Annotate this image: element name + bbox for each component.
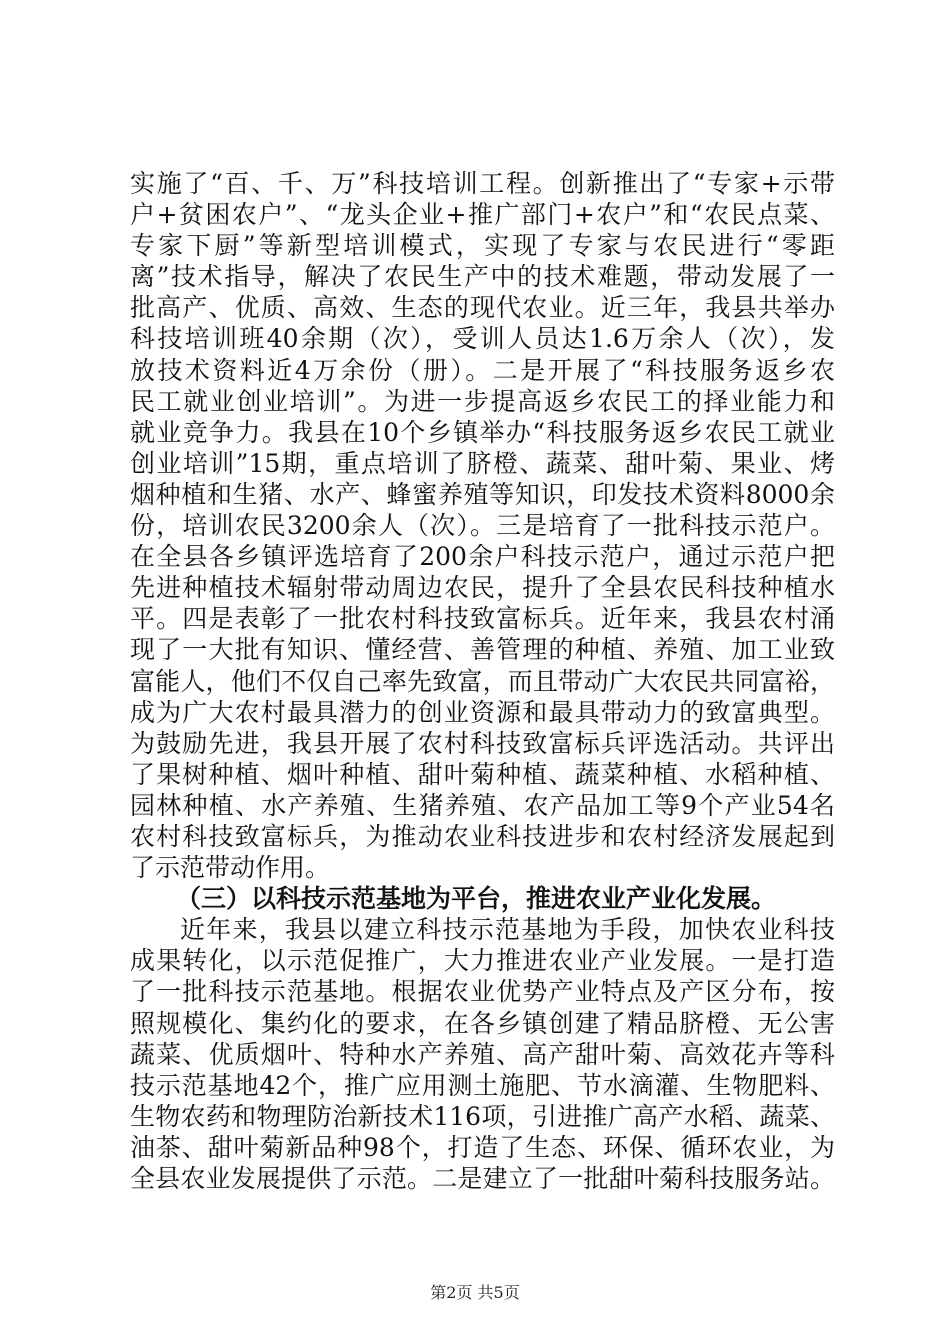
paragraph-line: 份，培训农民3200余人（次）。三是培育了一批科技示范户。 [130,511,835,541]
paragraph-line: 现了一大批有知识、懂经营、善管理的种植、养殖、加工业致 [130,635,835,665]
paragraph-line: 科技培训班40余期（次），受训人员达1.6万余人（次），发 [130,324,835,354]
paragraph-line: 民工就业创业培训”。为进一步提高返乡农民工的择业能力和 [130,386,835,416]
paragraph-line: 园林种植、水产养殖、生猪养殖、农产品加工等9个产业54名 [130,790,835,820]
paragraph-line: 就业竞争力。我县在10个乡镇举办“科技服务返乡农民工就业 [130,417,835,447]
paragraph-line: 了一批科技示范基地。根据农业优势产业特点及产区分布，按 [130,977,835,1007]
paragraph-line: 批高产、优质、高效、生态的现代农业。近三年，我县共举办 [130,293,835,323]
paragraph-line: 成果转化，以示范促推广，大力推进农业产业发展。一是打造 [130,946,835,976]
paragraph-line: 平。四是表彰了一批农村科技致富标兵。近年来，我县农村涌 [130,604,835,634]
paragraph-line: 专家下厨”等新型培训模式，实现了专家与农民进行“零距 [130,231,835,261]
section-heading: （三）以科技示范基地为平台，推进农业产业化发展。 [176,884,777,914]
paragraph-line: 为鼓励先进，我县开展了农村科技致富标兵评选活动。共评出 [130,728,835,758]
paragraph-line: 富能人，他们不仅自己率先致富，而且带动广大农民共同富裕， [130,666,835,696]
paragraph-line: 技示范基地42个，推广应用测土施肥、节水滴灌、生物肥料、 [130,1070,835,1100]
paragraph-line: 先进种植技术辐射带动周边农民，提升了全县农民科技种植水 [130,573,835,603]
paragraph-line: 生物农药和物理防治新技术116项，引进推广高产水稻、蔬菜、 [130,1101,835,1131]
page-number-footer: 第2页 共5页 [430,1283,520,1302]
paragraph-line: 离”技术指导，解决了农民生产中的技术难题，带动发展了一 [130,262,835,292]
paragraph-line: 成为广大农村最具潜力的创业资源和最具带动力的致富典型。 [130,697,835,727]
body-text [130,168,835,1194]
paragraph-line: 近年来，我县以建立科技示范基地为手段，加快农业科技 [180,915,835,945]
paragraph-line: 户+贫困农户”、“龙头企业+推广部门+农户”和“农民点菜、 [130,200,835,230]
paragraph-line: 了果树种植、烟叶种植、甜叶菊种植、蔬菜种植、水稻种植、 [130,759,835,789]
paragraph-line: 照规模化、集约化的要求，在各乡镇创建了精品脐橙、无公害 [130,1008,835,1038]
paragraph-line: 蔬菜、优质烟叶、特种水产养殖、高产甜叶菊、高效花卉等科 [130,1039,835,1069]
paragraph-line: 全县农业发展提供了示范。二是建立了一批甜叶菊科技服务站。 [130,1164,835,1193]
paragraph-line: 油茶、甜叶菊新品种98个，打造了生态、环保、循环农业，为 [130,1132,835,1162]
paragraph-line: 了示范带动作用。 [130,853,331,883]
paragraph-line: 在全县各乡镇评选培育了200余户科技示范户，通过示范户把 [130,542,835,572]
paragraph-line: 烟种植和生猪、水产、蜂蜜养殖等知识，印发技术资料8000余 [130,479,835,509]
paragraph-line: 放技术资料近4万余份（册）。二是开展了“科技服务返乡农 [130,355,835,385]
paragraph-line: 创业培训”15期，重点培训了脐橙、蔬菜、甜叶菊、果业、烤 [130,448,835,478]
paragraph-line: 实施了“百、千、万”科技培训工程。创新推出了“专家+示带 [130,169,835,198]
paragraph-line: 农村科技致富标兵，为推动农业科技进步和农村经济发展起到 [130,821,835,851]
